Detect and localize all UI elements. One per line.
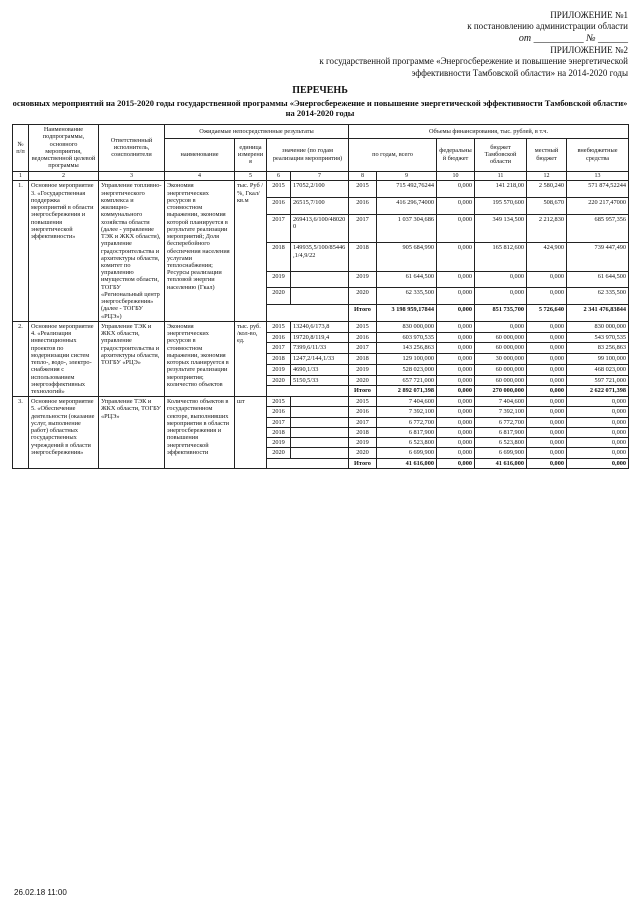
funding-extra: 0,000 [567, 448, 629, 458]
print-timestamp: 26.02.18 11:00 [14, 888, 67, 897]
col-federal: федеральный бюджет [437, 138, 475, 171]
appendix-header [12, 10, 628, 79]
result-year: 2018 [267, 243, 291, 271]
col-no: № п/п [13, 125, 29, 171]
result-value [291, 271, 349, 288]
column-numbers-row [13, 171, 629, 181]
funding-regional: 60 000,000 [475, 375, 527, 386]
result-year: 2017 [267, 343, 291, 354]
funding-federal: 0,000 [437, 332, 475, 343]
result-value [291, 438, 349, 448]
result-year: 2019 [267, 438, 291, 448]
funding-federal: 0,000 [437, 364, 475, 375]
result-year: 2020 [267, 448, 291, 458]
result-value [291, 288, 349, 305]
total-local: 5 726,640 [527, 305, 567, 322]
funding-extra: 62 335,500 [567, 288, 629, 305]
total-extra: 2 622 071,398 [567, 386, 629, 397]
funding-year: 2016 [349, 332, 377, 343]
column-number: 6 [267, 171, 291, 181]
funding-extra: 0,000 [567, 427, 629, 437]
funding-extra: 61 644,500 [567, 271, 629, 288]
total-label: Итого [349, 458, 377, 468]
activity-executor: Управление топливно-энергетического комплекса и жилищно-коммунального хозяйства области (далее - управление ТЭК и ЖКХ области), управление градостроительства и архитектуры области, комитет по управлению имуществом области, ТОГБУ «Региональный центр энергосбережения» (далее - ТОГБУ «РЦЭ») [99, 181, 165, 321]
total-federal: 0,000 [437, 386, 475, 397]
funding-total: 6 699,900 [377, 448, 437, 458]
activities-table [12, 124, 629, 469]
funding-extra: 0,000 [567, 417, 629, 427]
result-value: 19720,8/119,4 [291, 332, 349, 343]
funding-total: 528 023,000 [377, 364, 437, 375]
decree-number: от __________ № ______ [518, 32, 628, 44]
funding-total: 7 404,600 [377, 397, 437, 407]
appendix-line-4: ПРИЛОЖЕНИЕ №2 [550, 45, 628, 55]
funding-federal: 0,000 [437, 417, 475, 427]
appendix-line-6: эффективности Тамбовской области» на 2014-2020 годы [411, 67, 628, 78]
funding-local: 0,000 [527, 321, 567, 332]
total-local: 0,000 [527, 458, 567, 468]
funding-regional: 165 812,600 [475, 243, 527, 271]
column-number: 13 [567, 171, 629, 181]
total-extra: 2 341 476,83844 [567, 305, 629, 322]
funding-extra: 739 447,490 [567, 243, 629, 271]
col-extra: внебюджетные средства [567, 138, 629, 171]
column-number: 11 [475, 171, 527, 181]
funding-regional: 7 392,100 [475, 407, 527, 417]
funding-federal: 0,000 [437, 427, 475, 437]
funding-regional: 6 523,800 [475, 438, 527, 448]
funding-year: 2018 [349, 243, 377, 271]
result-year: 2017 [267, 417, 291, 427]
column-number: 2 [29, 171, 99, 181]
column-number: 10 [437, 171, 475, 181]
funding-regional: 60 000,000 [475, 332, 527, 343]
col-local: местный бюджет [527, 138, 567, 171]
total-spacer [267, 386, 349, 397]
col-res-value: значение (по годам реализации мероприятия) [267, 138, 349, 171]
activities-body [13, 181, 629, 468]
table-row [13, 397, 629, 407]
total-sum: 3 198 959,17844 [377, 305, 437, 322]
result-year: 2020 [267, 375, 291, 386]
col-res-unit: единица измерения [235, 138, 267, 171]
activity-name: Основное мероприятие 5. «Обеспечение деятельности (оказание услуг, выполнение работ) областных государственных учреждений в области энергосбережения» [29, 397, 99, 469]
total-spacer [267, 458, 349, 468]
funding-extra: 597 721,000 [567, 375, 629, 386]
funding-year: 2017 [349, 343, 377, 354]
result-year: 2015 [267, 397, 291, 407]
result-name: Экономия энергетических ресурсов в стоимостном выражении, экономия которых планируется в результате реализации мероприятия; количество объектов [165, 321, 235, 396]
funding-total: 143 256,863 [377, 343, 437, 354]
funding-local: 0,000 [527, 288, 567, 305]
column-number: 1 [13, 171, 29, 181]
activity-number: 2. [13, 321, 29, 396]
result-year: 2019 [267, 364, 291, 375]
funding-federal: 0,000 [437, 288, 475, 305]
funding-total: 7 392,100 [377, 407, 437, 417]
funding-regional: 60 000,000 [475, 364, 527, 375]
result-value: 13240,6/173,8 [291, 321, 349, 332]
funding-total: 1 037 304,686 [377, 214, 437, 242]
result-year: 2018 [267, 354, 291, 365]
funding-regional: 0,000 [475, 271, 527, 288]
activity-name: Основное мероприятие 3. «Государственная поддержка мероприятий в области энергосбережения и повышения энергетической эффективности» [29, 181, 99, 321]
result-year: 2017 [267, 214, 291, 242]
funding-extra: 0,000 [567, 438, 629, 448]
column-number: 3 [99, 171, 165, 181]
total-sum: 2 892 071,398 [377, 386, 437, 397]
column-number: 8 [349, 171, 377, 181]
total-regional: 41 616,000 [475, 458, 527, 468]
funding-total: 715 492,76244 [377, 181, 437, 198]
funding-federal: 0,000 [437, 343, 475, 354]
document-subtitle: основных мероприятий на 2015-2020 годы государственной программы «Энергосбережение и повышение энергетической эффективности Тамбовской области» на 2014-2020 годы [12, 97, 628, 118]
result-value: 4690,1/33 [291, 364, 349, 375]
col-executor: Ответственный исполнитель, соисполнители [99, 125, 165, 171]
total-federal: 0,000 [437, 305, 475, 322]
activity-name: Основное мероприятие 4. «Реализация инвестиционных проектов по модернизации систем тепло-, водо-, электро-снабжения с использованием энергоэффективных технологий» [29, 321, 99, 396]
col-expected: Ожидаемые непосредственные результаты [165, 125, 349, 139]
funding-year: 2019 [349, 438, 377, 448]
funding-total: 129 100,000 [377, 354, 437, 365]
funding-year: 2015 [349, 397, 377, 407]
funding-local: 0,000 [527, 417, 567, 427]
result-value [291, 407, 349, 417]
funding-total: 6 523,800 [377, 438, 437, 448]
funding-local: 0,000 [527, 427, 567, 437]
funding-extra: 83 256,863 [567, 343, 629, 354]
funding-regional: 6 699,900 [475, 448, 527, 458]
funding-total: 657 721,000 [377, 375, 437, 386]
column-number: 5 [235, 171, 267, 181]
funding-federal: 0,000 [437, 448, 475, 458]
result-year: 2018 [267, 427, 291, 437]
funding-extra: 685 957,356 [567, 214, 629, 242]
result-year: 2016 [267, 198, 291, 215]
funding-total: 830 000,000 [377, 321, 437, 332]
appendix-line-5: к государственной программе «Энергосбережение и повышение энергетической [319, 56, 628, 67]
funding-year: 2016 [349, 198, 377, 215]
funding-local: 0,000 [527, 343, 567, 354]
total-regional: 851 735,700 [475, 305, 527, 322]
funding-local: 2 580,240 [527, 181, 567, 198]
funding-local: 0,000 [527, 332, 567, 343]
total-sum: 41 616,000 [377, 458, 437, 468]
funding-regional: 0,000 [475, 321, 527, 332]
funding-federal: 0,000 [437, 397, 475, 407]
funding-regional: 6 772,700 [475, 417, 527, 427]
total-label: Итого [349, 386, 377, 397]
funding-local: 0,000 [527, 364, 567, 375]
table-row [13, 321, 629, 332]
funding-year: 2017 [349, 214, 377, 242]
funding-total: 62 335,500 [377, 288, 437, 305]
funding-federal: 0,000 [437, 181, 475, 198]
result-year: 2015 [267, 321, 291, 332]
funding-regional: 6 817,900 [475, 427, 527, 437]
funding-federal: 0,000 [437, 407, 475, 417]
result-value: 1247,2/144,1/33 [291, 354, 349, 365]
activity-number: 3. [13, 397, 29, 469]
result-value: 26515,7/100 [291, 198, 349, 215]
result-year: 2016 [267, 407, 291, 417]
appendix-line-1: ПРИЛОЖЕНИЕ №1 [550, 10, 628, 20]
activity-executor: Управление ТЭК и ЖКХ области, управление градостроительства и архитектуры области, ТОГБУ «РЦЭ» [99, 321, 165, 396]
result-year: 2020 [267, 288, 291, 305]
funding-year: 2020 [349, 288, 377, 305]
activity-number: 1. [13, 181, 29, 321]
result-name: Количество объектов в государственном секторе, выполнивших мероприятия в области энергосбережения и повышения энергетической эффективности [165, 397, 235, 469]
funding-year: 2019 [349, 271, 377, 288]
funding-extra: 468 023,000 [567, 364, 629, 375]
funding-year: 2017 [349, 417, 377, 427]
funding-local: 424,900 [527, 243, 567, 271]
result-value [291, 417, 349, 427]
result-value: 5150,5/33 [291, 375, 349, 386]
result-name: Экономия энергетических ресурсов в стоимостном выражении, экономия которой планируется в результате реализации мероприятий; Доля бесперебойного обеспечения населения услугами теплоснабжения; Ресурсы реализации тепловой энергии населению (Гкал) [165, 181, 235, 321]
funding-federal: 0,000 [437, 271, 475, 288]
funding-extra: 0,000 [567, 407, 629, 417]
result-value [291, 427, 349, 437]
funding-extra: 543 970,535 [567, 332, 629, 343]
col-funding: Объемы финансирования, тыс. рублей, в т.ч. [349, 125, 629, 139]
result-year: 2016 [267, 332, 291, 343]
funding-total: 603 970,535 [377, 332, 437, 343]
result-value: 7399,6/11/33 [291, 343, 349, 354]
result-unit: шт [235, 397, 267, 469]
funding-year: 2018 [349, 427, 377, 437]
result-year: 2019 [267, 271, 291, 288]
funding-year: 2020 [349, 375, 377, 386]
funding-local: 0,000 [527, 448, 567, 458]
funding-extra: 571 874,52244 [567, 181, 629, 198]
funding-total: 6 772,700 [377, 417, 437, 427]
total-federal: 0,000 [437, 458, 475, 468]
funding-federal: 0,000 [437, 214, 475, 242]
funding-local: 0,000 [527, 375, 567, 386]
funding-local: 2 212,830 [527, 214, 567, 242]
funding-local: 0,000 [527, 271, 567, 288]
total-label: Итого [349, 305, 377, 322]
funding-year: 2018 [349, 354, 377, 365]
funding-federal: 0,000 [437, 354, 475, 365]
col-name: Наименование подпрограммы, основного мероприятия, ведомственной целевой программы [29, 125, 99, 171]
funding-federal: 0,000 [437, 375, 475, 386]
result-unit: тыс. Руб / %, Гкал/кв.м [235, 181, 267, 321]
funding-federal: 0,000 [437, 438, 475, 448]
total-spacer [267, 305, 349, 322]
column-number: 4 [165, 171, 235, 181]
total-local: 0,000 [527, 386, 567, 397]
funding-extra: 0,000 [567, 397, 629, 407]
result-value [291, 397, 349, 407]
funding-extra: 830 000,000 [567, 321, 629, 332]
funding-local: 508,670 [527, 198, 567, 215]
table-row [13, 181, 629, 198]
funding-total: 61 644,500 [377, 271, 437, 288]
result-unit: тыс. руб. /кол-во, ед. [235, 321, 267, 396]
funding-extra: 220 217,47000 [567, 198, 629, 215]
funding-local: 0,000 [527, 438, 567, 448]
funding-regional: 30 000,000 [475, 354, 527, 365]
result-value: 149935,5/100/85446,1/4,9/22 [291, 243, 349, 271]
funding-regional: 60 000,000 [475, 343, 527, 354]
funding-federal: 0,000 [437, 243, 475, 271]
funding-year: 2016 [349, 407, 377, 417]
funding-regional: 349 134,500 [475, 214, 527, 242]
funding-federal: 0,000 [437, 321, 475, 332]
funding-local: 0,000 [527, 407, 567, 417]
funding-extra: 99 100,000 [567, 354, 629, 365]
col-by-year: по годам, всего [349, 138, 437, 171]
funding-regional: 195 570,600 [475, 198, 527, 215]
funding-year: 2020 [349, 448, 377, 458]
document-title: ПЕРЕЧЕНЬ [292, 84, 348, 96]
funding-total: 416 296,74000 [377, 198, 437, 215]
total-extra: 0,000 [567, 458, 629, 468]
funding-year: 2019 [349, 364, 377, 375]
column-number: 12 [527, 171, 567, 181]
result-value [291, 448, 349, 458]
funding-local: 0,000 [527, 354, 567, 365]
funding-total: 6 817,900 [377, 427, 437, 437]
funding-year: 2015 [349, 181, 377, 198]
column-number: 7 [291, 171, 349, 181]
funding-regional: 0,000 [475, 288, 527, 305]
col-regional: бюджет Тамбовской области [475, 138, 527, 171]
funding-year: 2015 [349, 321, 377, 332]
funding-federal: 0,000 [437, 198, 475, 215]
result-year: 2015 [267, 181, 291, 198]
result-value: 17052,2/100 [291, 181, 349, 198]
total-regional: 270 000,000 [475, 386, 527, 397]
funding-regional: 7 404,600 [475, 397, 527, 407]
activity-executor: Управление ТЭК и ЖКХ области, ТОГБУ «РЦЭ» [99, 397, 165, 469]
col-res-name: наименование [165, 138, 235, 171]
result-value: 269413,6/100/480200 [291, 214, 349, 242]
funding-total: 905 684,990 [377, 243, 437, 271]
column-number: 9 [377, 171, 437, 181]
funding-local: 0,000 [527, 397, 567, 407]
funding-regional: 141 218,00 [475, 181, 527, 198]
appendix-line-2: к постановлению администрации области [467, 21, 628, 32]
